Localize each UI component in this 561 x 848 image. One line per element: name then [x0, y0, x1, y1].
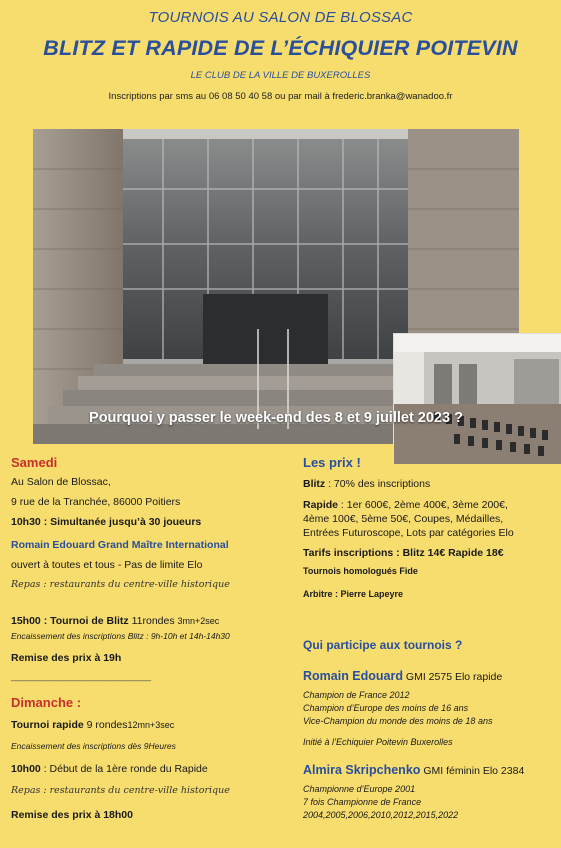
- dimanche-remise: Remise des prix à 18h00: [11, 809, 133, 821]
- p2-line-3: 2004,2005,2006,2010,2012,2015,2022: [303, 810, 459, 820]
- tarifs: Tarifs inscriptions : Blitz 14€ Rapide 18€: [303, 547, 504, 559]
- photo-caption: Pourquoi y passer le week-end des 8 et 9 juillet 2023 ?: [89, 410, 463, 426]
- main-title: BLITZ ET RAPIDE DE L’ÉCHIQUIER POITEVIN: [43, 36, 518, 60]
- blitz-time: 15h00: [11, 615, 41, 627]
- samedi-place-1: Au Salon de Blossac,: [11, 476, 111, 488]
- dimanche-repas: Repas : restaurants du centre-ville historique: [11, 785, 230, 796]
- debut-time: 10h00: [11, 763, 41, 775]
- blitz-text: : Tournoi de Blitz: [40, 615, 132, 627]
- p1-line-1: Champion de France 2012: [303, 690, 410, 700]
- simul-time: 10h30: [11, 516, 41, 528]
- participant-1: [303, 669, 502, 685]
- samedi-simul: [11, 516, 201, 529]
- rapide-line: [11, 719, 174, 732]
- homologues: Tournois homologués Fide: [303, 566, 418, 576]
- samedi-heading: Samedi: [11, 455, 58, 470]
- prix-rapide-3: Entrées Futuroscope, Lots par catégories Elo: [303, 527, 514, 539]
- rapide-label: Tournoi rapide: [11, 719, 84, 731]
- prix-rapide-line1: : 1er 600€, 2ème 400€, 3ème 200€,: [338, 499, 508, 511]
- contact-line: Inscriptions par sms au 06 08 50 40 58 ou par mail à frederic.branka@wanadoo.fr: [108, 91, 453, 102]
- prix-heading: Les prix !: [303, 455, 361, 470]
- simul-text: : Simultanée jusqu’à 30 joueurs: [40, 516, 202, 528]
- p1-line-2: Champion d’Europe des moins de 16 ans: [303, 703, 469, 713]
- participant-1-name: Romain Edouard: [303, 669, 404, 683]
- prix-blitz-label: Blitz: [303, 478, 326, 490]
- dimanche-heading: Dimanche :: [11, 695, 82, 710]
- prix-blitz-text: : 70% des inscriptions: [325, 478, 431, 490]
- participant-2-name: Almira Skripchenko: [303, 763, 421, 777]
- club-name: LE CLUB DE LA VILLE DE BUXEROLLES: [190, 70, 371, 81]
- rapide-cadence: 12mn+3sec: [127, 720, 175, 730]
- gm-line: Romain Edouard Grand Maître International: [11, 539, 229, 551]
- open-line: ouvert à toutes et tous - Pas de limite Elo: [11, 559, 203, 571]
- hall-chairs-illustration: [394, 334, 561, 464]
- samedi-repas: Repas : restaurants du centre-ville historique: [11, 579, 230, 590]
- prix-rapide-1: [303, 499, 508, 512]
- rapide-encaissement: Encaissement des inscriptions dès 9Heures: [11, 741, 176, 751]
- p1-line-3: Vice-Champion du monde des moins de 18 ans: [303, 716, 493, 726]
- prix-rapide-label: Rapide: [303, 499, 339, 511]
- rapide-rounds: 9 rondes: [83, 719, 128, 731]
- samedi-remise: Remise des prix à 19h: [11, 652, 122, 664]
- samedi-place-2: 9 rue de la Tranchée, 86000 Poitiers: [11, 496, 181, 508]
- blitz-rounds: 11rondes: [131, 615, 178, 627]
- separator-line: ________________________: [11, 670, 152, 682]
- participants-heading: Qui participe aux tournois ?: [303, 638, 463, 652]
- debut-text: : Début de la 1ère ronde du Rapide: [40, 763, 208, 775]
- debut-line: [11, 763, 208, 776]
- hall-interior-photo: [393, 333, 561, 464]
- prix-rapide-2: 4ème 100€, 5ème 50€, Coupes, Médailles,: [303, 513, 504, 525]
- p1-line-4: Initié à l’Echiquier Poitevin Buxerolles: [303, 737, 453, 747]
- blitz-line: [11, 615, 219, 628]
- blitz-encaissement: Encaissement des inscriptions Blitz : 9h-10h et 14h-14h30: [11, 631, 230, 641]
- participant-1-title: GMI 2575 Elo rapide: [403, 671, 503, 683]
- p2-line-2: 7 fois Championne de France: [303, 797, 422, 807]
- participant-2-title: GMI féminin Elo 2384: [420, 765, 525, 777]
- prix-blitz: [303, 478, 430, 491]
- p2-line-1: Championne d’Europe 2001: [303, 784, 416, 794]
- arbitre: Arbitre : Pierre Lapeyre: [303, 589, 404, 599]
- blitz-cadence: 3mn+2sec: [177, 616, 220, 626]
- super-title: TOURNOIS AU SALON DE BLOSSAC: [148, 9, 413, 26]
- participant-2: [303, 763, 524, 779]
